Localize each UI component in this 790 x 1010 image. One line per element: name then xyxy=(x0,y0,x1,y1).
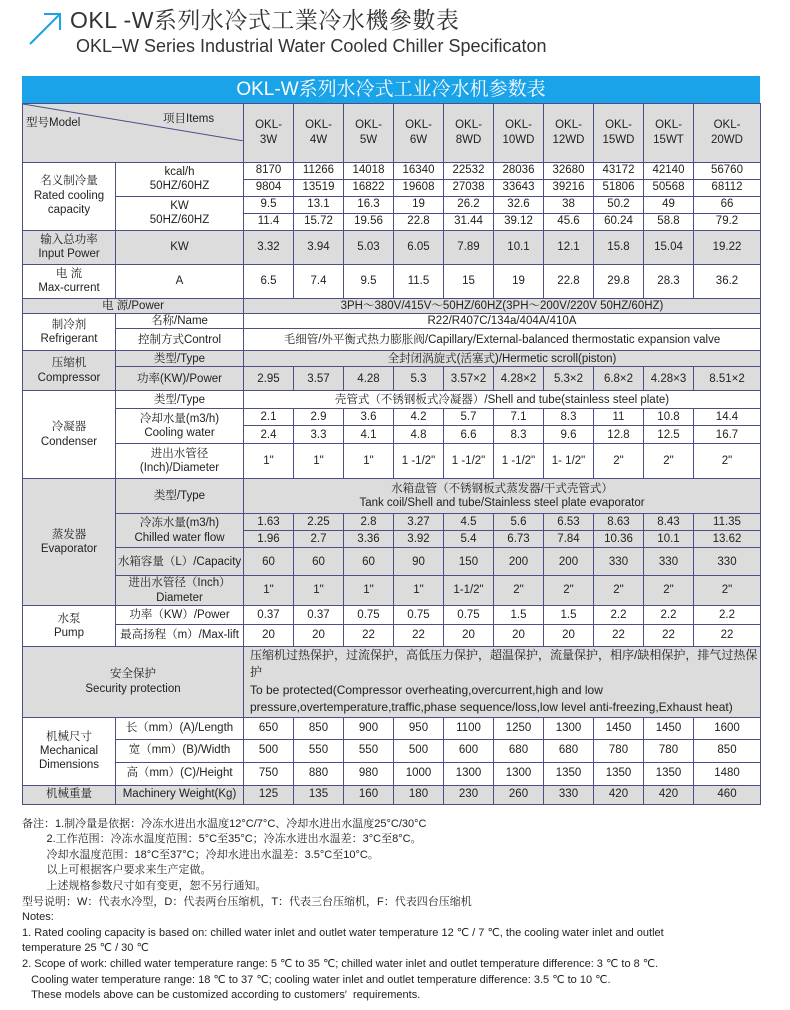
value-cell: 29.8 xyxy=(594,264,644,298)
value-cell: 15.72 xyxy=(294,213,344,230)
value-cell: 1.5 xyxy=(544,606,594,625)
value-cell: 13.62 xyxy=(694,531,761,548)
value-cell: 880 xyxy=(294,762,344,785)
value-cell: 330 xyxy=(694,548,761,576)
value-cell: 22 xyxy=(594,625,644,647)
value-cell: 1000 xyxy=(394,762,444,785)
table-row xyxy=(23,313,761,328)
spec-value: 3PH～380V/415V～50HZ/60HZ(3PH～200V/220V 50HZ/60HZ) xyxy=(244,298,761,313)
value-cell: 3.57×2 xyxy=(444,367,494,391)
value-cell: 1250 xyxy=(494,717,544,739)
value-cell: 160 xyxy=(344,785,394,804)
value-cell: 4.28 xyxy=(344,367,394,391)
table-row xyxy=(23,298,761,313)
value-cell: 1 -1/2" xyxy=(494,444,544,479)
value-cell: 650 xyxy=(244,717,294,739)
value-cell: 5.03 xyxy=(344,230,394,264)
value-cell: 49 xyxy=(644,196,694,213)
item-label: 类型/Type xyxy=(116,351,244,367)
group-label: 压缩机 Compressor xyxy=(23,351,116,391)
value-cell: 3.36 xyxy=(344,531,394,548)
value-cell: 12.1 xyxy=(544,230,594,264)
model-label: 型号Model xyxy=(26,117,81,129)
table-row xyxy=(23,409,761,426)
table-row xyxy=(23,717,761,739)
value-cell: 19 xyxy=(394,196,444,213)
value-cell: 3.57 xyxy=(294,367,344,391)
spec-value: 水箱盘管（不锈钢板式蒸发器/干式壳管式） Tank coil/Shell and tube/Stainless steel plate evaporator xyxy=(244,479,761,514)
table-title: OKL-W系列水冷式工业冷水机参数表 xyxy=(22,76,760,103)
value-cell: 60.24 xyxy=(594,213,644,230)
value-cell: 180 xyxy=(394,785,444,804)
value-cell: 4.1 xyxy=(344,426,394,444)
page-heading xyxy=(0,0,790,76)
model-header: OKL- 20WD xyxy=(694,104,761,163)
value-cell: 6.05 xyxy=(394,230,444,264)
value-cell: 10.36 xyxy=(594,531,644,548)
item-label: Machinery Weight(Kg) xyxy=(116,785,244,804)
value-cell: 22 xyxy=(344,625,394,647)
value-cell: 330 xyxy=(644,548,694,576)
item-label: 功率(KW)/Power xyxy=(116,367,244,391)
value-cell: 43172 xyxy=(594,162,644,179)
value-cell: 11.5 xyxy=(394,264,444,298)
value-cell: 460 xyxy=(694,785,761,804)
value-cell: 0.37 xyxy=(294,606,344,625)
value-cell: 1" xyxy=(244,444,294,479)
value-cell: 26.2 xyxy=(444,196,494,213)
value-cell: 1" xyxy=(394,576,444,606)
value-cell: 39216 xyxy=(544,179,594,196)
value-cell: 1100 xyxy=(444,717,494,739)
value-cell: 3.92 xyxy=(394,531,444,548)
table-row xyxy=(23,230,761,264)
value-cell: 200 xyxy=(494,548,544,576)
value-cell: 2.4 xyxy=(244,426,294,444)
value-cell: 4.28×2 xyxy=(494,367,544,391)
model-header: OKL- 15WT xyxy=(644,104,694,163)
value-cell: 0.75 xyxy=(444,606,494,625)
value-cell: 2" xyxy=(594,576,644,606)
value-cell: 2" xyxy=(494,576,544,606)
group-label: 蒸发器 Evaporator xyxy=(23,479,116,606)
value-cell: 2" xyxy=(644,576,694,606)
table-row xyxy=(23,391,761,409)
value-cell: 550 xyxy=(344,739,394,762)
table-row xyxy=(23,264,761,298)
item-label: 宽（mm）(B)/Width xyxy=(116,739,244,762)
value-cell: 2" xyxy=(694,576,761,606)
value-cell: 22.8 xyxy=(394,213,444,230)
value-cell: 2" xyxy=(544,576,594,606)
value-cell: 260 xyxy=(494,785,544,804)
value-cell: 50568 xyxy=(644,179,694,196)
value-cell: 22 xyxy=(694,625,761,647)
value-cell: 15 xyxy=(444,264,494,298)
security-text: 压缩机过热保护，过流保护，高低压力保护，超温保护，流量保护，相序/缺相保护，排气过热保护 To be protected(Compressor overheating,overcurrent,high and low pressure,overtemperature,traffic,phase sequence/loss,low level anti-freezing,Exhaust heat) xyxy=(244,647,761,718)
group-label: 输入总功率 Input Power xyxy=(23,230,116,264)
value-cell: 1350 xyxy=(544,762,594,785)
value-cell: 1" xyxy=(294,444,344,479)
note-line: These models above can be customized according to customers′ requirements. xyxy=(22,989,421,1002)
value-cell: 7.89 xyxy=(444,230,494,264)
value-cell: 780 xyxy=(644,739,694,762)
value-cell: 90 xyxy=(394,548,444,576)
value-cell: 79.2 xyxy=(694,213,761,230)
note-line: 1. Rated cooling capacity is based on: chilled water inlet and outlet water temperature 12 ℃ / 7 ℃, the cooling water inlet and outlet xyxy=(22,926,664,939)
value-cell: 28036 xyxy=(494,162,544,179)
item-label: 水箱容量（L）/Capacity xyxy=(116,548,244,576)
unit-label: A xyxy=(116,264,244,298)
value-cell: 600 xyxy=(444,739,494,762)
value-cell: 1300 xyxy=(494,762,544,785)
value-cell: 20 xyxy=(544,625,594,647)
table-row xyxy=(23,479,761,514)
value-cell: 31.44 xyxy=(444,213,494,230)
item-label: 最高扬程（m）/Max-lift xyxy=(116,625,244,647)
value-cell: 1- 1/2" xyxy=(544,444,594,479)
value-cell: 60 xyxy=(344,548,394,576)
value-cell: 13.1 xyxy=(294,196,344,213)
item-label: 控制方式Control xyxy=(116,329,244,351)
group-label: 冷凝器 Condenser xyxy=(23,391,116,479)
group-label: 制冷剂 Refrigerant xyxy=(23,313,116,350)
value-cell: 16.3 xyxy=(344,196,394,213)
value-cell: 750 xyxy=(244,762,294,785)
value-cell: 4.5 xyxy=(444,514,494,531)
value-cell: 19.56 xyxy=(344,213,394,230)
model-items-header xyxy=(23,104,244,163)
value-cell: 5.4 xyxy=(444,531,494,548)
value-cell: 1-1/2" xyxy=(444,576,494,606)
value-cell: 8.3 xyxy=(494,426,544,444)
value-cell: 1300 xyxy=(444,762,494,785)
model-header: OKL- 8WD xyxy=(444,104,494,163)
value-cell: 60 xyxy=(244,548,294,576)
value-cell: 0.75 xyxy=(344,606,394,625)
table-row xyxy=(23,762,761,785)
value-cell: 3.32 xyxy=(244,230,294,264)
value-cell: 6.8×2 xyxy=(594,367,644,391)
value-cell: 4.8 xyxy=(394,426,444,444)
model-header: OKL- 10WD xyxy=(494,104,544,163)
value-cell: 2.95 xyxy=(244,367,294,391)
value-cell: 850 xyxy=(294,717,344,739)
table-row xyxy=(23,739,761,762)
table-row xyxy=(23,548,761,576)
value-cell: 10.1 xyxy=(644,531,694,548)
value-cell: 20 xyxy=(244,625,294,647)
value-cell: 1350 xyxy=(594,762,644,785)
spec-value: 全封闭涡旋式(活塞式)/Hermetic scroll(piston) xyxy=(244,351,761,367)
value-cell: 36.2 xyxy=(694,264,761,298)
group-label: 名义制冷量 Rated cooling capacity xyxy=(23,162,116,230)
table-row xyxy=(23,351,761,367)
table-row xyxy=(23,576,761,606)
value-cell: 330 xyxy=(594,548,644,576)
value-cell: 6.6 xyxy=(444,426,494,444)
notes xyxy=(22,817,782,1010)
value-cell: 1450 xyxy=(644,717,694,739)
value-cell: 14.4 xyxy=(694,409,761,426)
value-cell: 14018 xyxy=(344,162,394,179)
note-line: 冷却水温度范围：18°C至37°C；冷却水进出水温差：3.5°C至10°C。 xyxy=(22,848,379,861)
value-cell: 20 xyxy=(294,625,344,647)
value-cell: 20 xyxy=(494,625,544,647)
header-row xyxy=(23,104,761,163)
title-chinese: OKL -W系列水冷式工業冷水機參數表 xyxy=(70,7,460,33)
value-cell: 500 xyxy=(244,739,294,762)
value-cell: 56760 xyxy=(694,162,761,179)
value-cell: 850 xyxy=(694,739,761,762)
value-cell: 6.53 xyxy=(544,514,594,531)
value-cell: 3.27 xyxy=(394,514,444,531)
value-cell: 60 xyxy=(294,548,344,576)
model-header: OKL- 5W xyxy=(344,104,394,163)
value-cell: 1600 xyxy=(694,717,761,739)
spec-value: 毛细管/外平衡式热力膨胀阀/Capillary/External-balanced thermostatic expansion valve xyxy=(244,329,761,351)
table-row xyxy=(23,329,761,351)
value-cell: 39.12 xyxy=(494,213,544,230)
note-line: 上述规格参数尺寸如有变更，恕不另行通知。 xyxy=(22,879,267,892)
value-cell: 66 xyxy=(694,196,761,213)
value-cell: 2.25 xyxy=(294,514,344,531)
item-label: 高（mm）(C)/Height xyxy=(116,762,244,785)
value-cell: 10.8 xyxy=(644,409,694,426)
arrow-icon xyxy=(26,8,66,48)
note-line: Notes: xyxy=(22,911,54,924)
value-cell: 2.1 xyxy=(244,409,294,426)
value-cell: 135 xyxy=(294,785,344,804)
unit-label: kcal/h 50HZ/60HZ xyxy=(116,162,244,196)
value-cell: 11.35 xyxy=(694,514,761,531)
model-header: OKL- 6W xyxy=(394,104,444,163)
model-header: OKL- 3W xyxy=(244,104,294,163)
value-cell: 980 xyxy=(344,762,394,785)
value-cell: 1" xyxy=(344,576,394,606)
table-row xyxy=(23,444,761,479)
model-header: OKL- 12WD xyxy=(544,104,594,163)
table-row xyxy=(23,647,761,718)
value-cell: 1.63 xyxy=(244,514,294,531)
value-cell: 2.2 xyxy=(694,606,761,625)
value-cell: 1480 xyxy=(694,762,761,785)
value-cell: 19608 xyxy=(394,179,444,196)
value-cell: 2.2 xyxy=(594,606,644,625)
value-cell: 125 xyxy=(244,785,294,804)
value-cell: 2.8 xyxy=(344,514,394,531)
note-line: Cooling water temperature range: 18 ℃ to 37 ℃; cooling water inlet and outlet temperature difference: 3.5 ℃ to 10 ℃. xyxy=(22,973,611,986)
value-cell: 6.73 xyxy=(494,531,544,548)
value-cell: 15.04 xyxy=(644,230,694,264)
value-cell: 33643 xyxy=(494,179,544,196)
table-row xyxy=(23,785,761,804)
value-cell: 10.1 xyxy=(494,230,544,264)
group-label: 水泵 Pump xyxy=(23,606,116,647)
value-cell: 8170 xyxy=(244,162,294,179)
value-cell: 0.37 xyxy=(244,606,294,625)
model-header: OKL- 4W xyxy=(294,104,344,163)
item-label: 类型/Type xyxy=(116,391,244,409)
value-cell: 22 xyxy=(644,625,694,647)
value-cell: 5.3 xyxy=(394,367,444,391)
unit-label: KW xyxy=(116,230,244,264)
value-cell: 1" xyxy=(244,576,294,606)
value-cell: 58.8 xyxy=(644,213,694,230)
value-cell: 28.3 xyxy=(644,264,694,298)
value-cell: 51806 xyxy=(594,179,644,196)
value-cell: 680 xyxy=(544,739,594,762)
table-row xyxy=(23,367,761,391)
value-cell: 16.7 xyxy=(694,426,761,444)
value-cell: 2" xyxy=(594,444,644,479)
value-cell: 0.75 xyxy=(394,606,444,625)
value-cell: 420 xyxy=(644,785,694,804)
model-header: OKL- 15WD xyxy=(594,104,644,163)
group-label: 电 源/Power xyxy=(23,298,244,313)
value-cell: 45.6 xyxy=(544,213,594,230)
spec-value: 壳管式（不锈钢板式冷凝器）/Shell and tube(stainless steel plate) xyxy=(244,391,761,409)
value-cell: 16822 xyxy=(344,179,394,196)
table-row xyxy=(23,606,761,625)
value-cell: 3.6 xyxy=(344,409,394,426)
item-label: 功率（KW）/Power xyxy=(116,606,244,625)
value-cell: 1" xyxy=(344,444,394,479)
value-cell: 13519 xyxy=(294,179,344,196)
value-cell: 11 xyxy=(594,409,644,426)
value-cell: 4.2 xyxy=(394,409,444,426)
value-cell: 5.7 xyxy=(444,409,494,426)
spec-sheet xyxy=(22,76,760,1010)
value-cell: 330 xyxy=(544,785,594,804)
value-cell: 1.96 xyxy=(244,531,294,548)
value-cell: 12.5 xyxy=(644,426,694,444)
value-cell: 950 xyxy=(394,717,444,739)
value-cell: 20 xyxy=(444,625,494,647)
value-cell: 150 xyxy=(444,548,494,576)
value-cell: 8.43 xyxy=(644,514,694,531)
group-label: 安全保护 Security protection xyxy=(23,647,244,718)
value-cell: 11.4 xyxy=(244,213,294,230)
group-label: 电 流 Max-current xyxy=(23,264,116,298)
spec-value: R22/R407C/134a/404A/410A xyxy=(244,313,761,328)
value-cell: 16340 xyxy=(394,162,444,179)
value-cell: 27038 xyxy=(444,179,494,196)
item-label: 进出水管径 (Inch)/Diameter xyxy=(116,444,244,479)
item-label: 冷却水量(m3/h) Cooling water xyxy=(116,409,244,444)
note-line: 备注：1.制冷量是依据：冷冻水进出水温度12°C/7°C、冷却水进出水温度25°C/30°C xyxy=(22,817,427,830)
item-label: 名称/Name xyxy=(116,313,244,328)
value-cell: 9.5 xyxy=(244,196,294,213)
value-cell: 50.2 xyxy=(594,196,644,213)
item-label: 进出水管径（Inch） Diameter xyxy=(116,576,244,606)
item-label: 冷冻水量(m3/h) Chilled water flow xyxy=(116,514,244,548)
value-cell: 1 -1/2" xyxy=(394,444,444,479)
value-cell: 230 xyxy=(444,785,494,804)
item-label: 长（mm）(A)/Length xyxy=(116,717,244,739)
value-cell: 4.28×3 xyxy=(644,367,694,391)
value-cell: 2.2 xyxy=(644,606,694,625)
value-cell: 32.6 xyxy=(494,196,544,213)
title-english: OKL–W Series Industrial Water Cooled Chiller Specificaton xyxy=(76,36,547,56)
value-cell: 38 xyxy=(544,196,594,213)
note-line: 2.工作范围：冷冻水温度范围：5°C至35°C；冷冻水进出水温差：3°C至8°C。 xyxy=(22,833,422,846)
value-cell: 680 xyxy=(494,739,544,762)
value-cell: 3.3 xyxy=(294,426,344,444)
value-cell: 200 xyxy=(544,548,594,576)
value-cell: 22.8 xyxy=(544,264,594,298)
value-cell: 1350 xyxy=(644,762,694,785)
note-line: temperature 25 ℃ / 30 ℃ xyxy=(22,942,149,955)
value-cell: 3.94 xyxy=(294,230,344,264)
value-cell: 6.5 xyxy=(244,264,294,298)
value-cell: 500 xyxy=(394,739,444,762)
items-label: 项目Items xyxy=(163,113,215,125)
value-cell: 12.8 xyxy=(594,426,644,444)
value-cell: 7.4 xyxy=(294,264,344,298)
value-cell: 2" xyxy=(694,444,761,479)
group-label: 机械尺寸 Mechanical Dimensions xyxy=(23,717,116,785)
value-cell: 550 xyxy=(294,739,344,762)
value-cell: 19 xyxy=(494,264,544,298)
note-line: 型号说明：W：代表水冷型，D：代表两台压缩机，T：代表三台压缩机，F：代表四台压缩机 xyxy=(22,895,472,908)
value-cell: 780 xyxy=(594,739,644,762)
table-row xyxy=(23,625,761,647)
value-cell: 9804 xyxy=(244,179,294,196)
value-cell: 2.7 xyxy=(294,531,344,548)
note-line: 2. Scope of work: chilled water temperature range: 5 ℃ to 35 ℃; chilled water inlet and outlet temperature difference: 3 ℃ to 8 ℃. xyxy=(22,957,659,970)
value-cell: 1" xyxy=(294,576,344,606)
value-cell: 68112 xyxy=(694,179,761,196)
value-cell: 1450 xyxy=(594,717,644,739)
value-cell: 8.63 xyxy=(594,514,644,531)
value-cell: 9.5 xyxy=(344,264,394,298)
value-cell: 7.1 xyxy=(494,409,544,426)
table-row xyxy=(23,514,761,531)
value-cell: 22532 xyxy=(444,162,494,179)
value-cell: 1 -1/2" xyxy=(444,444,494,479)
value-cell: 19.22 xyxy=(694,230,761,264)
value-cell: 2.9 xyxy=(294,409,344,426)
value-cell: 22 xyxy=(394,625,444,647)
value-cell: 32680 xyxy=(544,162,594,179)
value-cell: 15.8 xyxy=(594,230,644,264)
value-cell: 1300 xyxy=(544,717,594,739)
value-cell: 11266 xyxy=(294,162,344,179)
value-cell: 900 xyxy=(344,717,394,739)
value-cell: 8.3 xyxy=(544,409,594,426)
value-cell: 420 xyxy=(594,785,644,804)
value-cell: 7.84 xyxy=(544,531,594,548)
value-cell: 42140 xyxy=(644,162,694,179)
spec-table xyxy=(22,103,761,805)
value-cell: 8.51×2 xyxy=(694,367,761,391)
value-cell: 5.6 xyxy=(494,514,544,531)
table-row xyxy=(23,196,761,213)
item-label: 类型/Type xyxy=(116,479,244,514)
value-cell: 9.6 xyxy=(544,426,594,444)
value-cell: 2" xyxy=(644,444,694,479)
unit-label: KW 50HZ/60HZ xyxy=(116,196,244,230)
table-row xyxy=(23,162,761,179)
group-label: 机械重量 xyxy=(23,785,116,804)
value-cell: 1.5 xyxy=(494,606,544,625)
note-line: 以上可根据客户要求来生产定做。 xyxy=(22,864,212,877)
value-cell: 5.3×2 xyxy=(544,367,594,391)
